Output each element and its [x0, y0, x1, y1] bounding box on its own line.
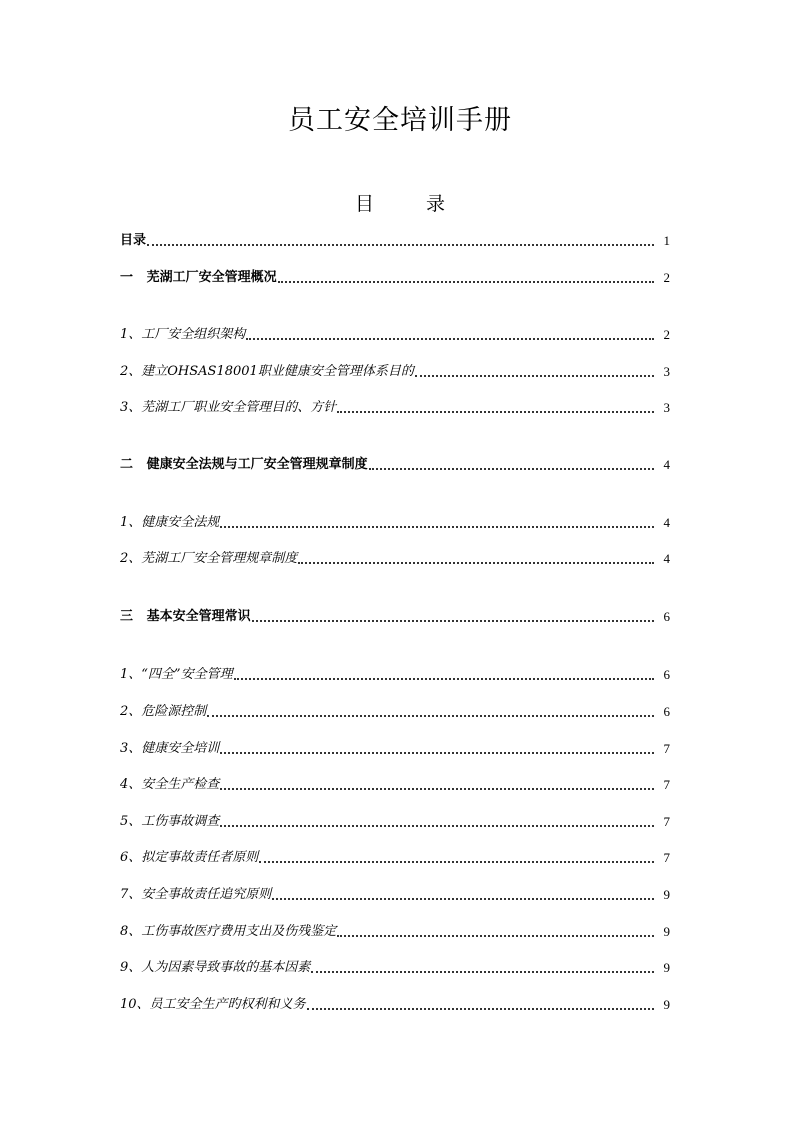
- toc-entry[interactable]: [120, 361, 670, 383]
- toc-entry-label: 10、员工安全生产旳权利和义务: [120, 997, 306, 1012]
- dot-leader: [234, 678, 654, 680]
- toc-heading-char-2: 录: [426, 193, 446, 215]
- toc-entry-label: 8、工伤事故医疗费用支出及伤残鉴定: [120, 924, 337, 939]
- toc-entry-label: 1、工厂安全组织架构: [120, 327, 246, 342]
- dot-leader: [337, 411, 654, 413]
- toc-entry-label: 3、芜湖工厂职业安全管理目的、方针: [120, 400, 337, 415]
- toc-entry-page: 7: [663, 814, 670, 829]
- toc-entry-page: 3: [663, 400, 670, 415]
- toc-entry[interactable]: [120, 738, 670, 760]
- toc-entry-page: 2: [663, 327, 670, 342]
- toc-entry-page: 6: [663, 609, 670, 624]
- toc-entry-page: 9: [663, 887, 670, 902]
- toc-entry[interactable]: [120, 701, 670, 723]
- toc-entry-label: 1、“四全”安全管理: [120, 667, 233, 682]
- toc-entry[interactable]: [120, 267, 670, 289]
- toc-entry-label: 4、安全生产检查: [120, 777, 220, 792]
- toc-entry-page: 9: [663, 997, 670, 1012]
- toc-entry[interactable]: [120, 230, 670, 252]
- toc-entry[interactable]: [120, 664, 670, 686]
- toc-entry-label: 9、人为因素导致事故的基本因素: [120, 960, 311, 975]
- toc-entry-label: 三 基本安全管理常识: [120, 609, 251, 624]
- toc-entry-label: 2、建立OHSAS18001职业健康安全管理体系目的: [120, 364, 414, 379]
- toc-entry[interactable]: [120, 847, 670, 869]
- toc-entry-label: 5、工伤事故调查: [120, 814, 220, 829]
- toc-entry-page: 7: [663, 777, 670, 792]
- toc-entry[interactable]: [120, 957, 670, 979]
- dot-leader: [220, 788, 654, 790]
- dot-leader: [415, 375, 654, 377]
- dot-leader: [298, 562, 654, 564]
- toc-entry-page: 4: [663, 551, 670, 566]
- toc-heading-char-1: 目: [354, 193, 374, 215]
- toc-entry[interactable]: [120, 994, 670, 1016]
- toc-heading: [0, 189, 800, 216]
- toc-entry-page: 4: [663, 515, 670, 530]
- toc-entry-label: 7、安全事故责任追究原则: [120, 887, 272, 902]
- toc-entry-page: 7: [663, 741, 670, 756]
- dot-leader: [252, 620, 654, 622]
- toc-entry[interactable]: [120, 548, 670, 570]
- toc-entry-page: 9: [663, 924, 670, 939]
- dot-leader: [278, 281, 654, 283]
- document-title: 员工安全培训手册: [288, 105, 512, 136]
- dot-leader: [220, 526, 654, 528]
- dot-leader: [246, 338, 654, 340]
- dot-leader: [259, 861, 654, 863]
- dot-leader: [337, 935, 654, 937]
- toc-entry-label: 一 芜湖工厂安全管理概况: [120, 270, 277, 285]
- dot-leader: [272, 898, 654, 900]
- toc-entry-page: 4: [663, 457, 670, 472]
- toc-entry-page: 6: [663, 667, 670, 682]
- dot-leader: [220, 825, 654, 827]
- toc-entry[interactable]: [120, 884, 670, 906]
- toc-entry-label: 6、拟定事故责任者原则: [120, 850, 259, 865]
- dot-leader: [147, 244, 654, 246]
- dot-leader: [220, 752, 654, 754]
- toc-entry[interactable]: [120, 921, 670, 943]
- toc-entry[interactable]: [120, 774, 670, 796]
- toc-entry[interactable]: [120, 397, 670, 419]
- toc-entry-page: 9: [663, 960, 670, 975]
- toc-entry[interactable]: [120, 606, 670, 628]
- toc-entry[interactable]: [120, 811, 670, 833]
- toc-entry[interactable]: [120, 324, 670, 346]
- dot-leader: [307, 1008, 654, 1010]
- toc-entry[interactable]: [120, 454, 670, 476]
- toc-entry-label: 1、健康安全法规: [120, 515, 220, 530]
- toc-entry-label: 二 健康安全法规与工厂安全管理规章制度: [120, 457, 368, 472]
- toc-entry-page: 3: [663, 364, 670, 379]
- dot-leader: [369, 468, 654, 470]
- dot-leader: [207, 715, 654, 717]
- toc-entry-label: 2、芜湖工厂安全管理规章制度: [120, 551, 298, 566]
- dot-leader: [311, 971, 654, 973]
- toc-entry-label: 2、危险源控制: [120, 704, 207, 719]
- toc-entry-label: 目录: [120, 233, 147, 248]
- toc-entry-page: 1: [663, 233, 670, 248]
- toc-entry-page: 6: [663, 704, 670, 719]
- toc-entry-page: 7: [663, 850, 670, 865]
- toc-entry-page: 2: [663, 270, 670, 285]
- toc-entry[interactable]: [120, 512, 670, 534]
- toc-entry-label: 3、健康安全培训: [120, 741, 220, 756]
